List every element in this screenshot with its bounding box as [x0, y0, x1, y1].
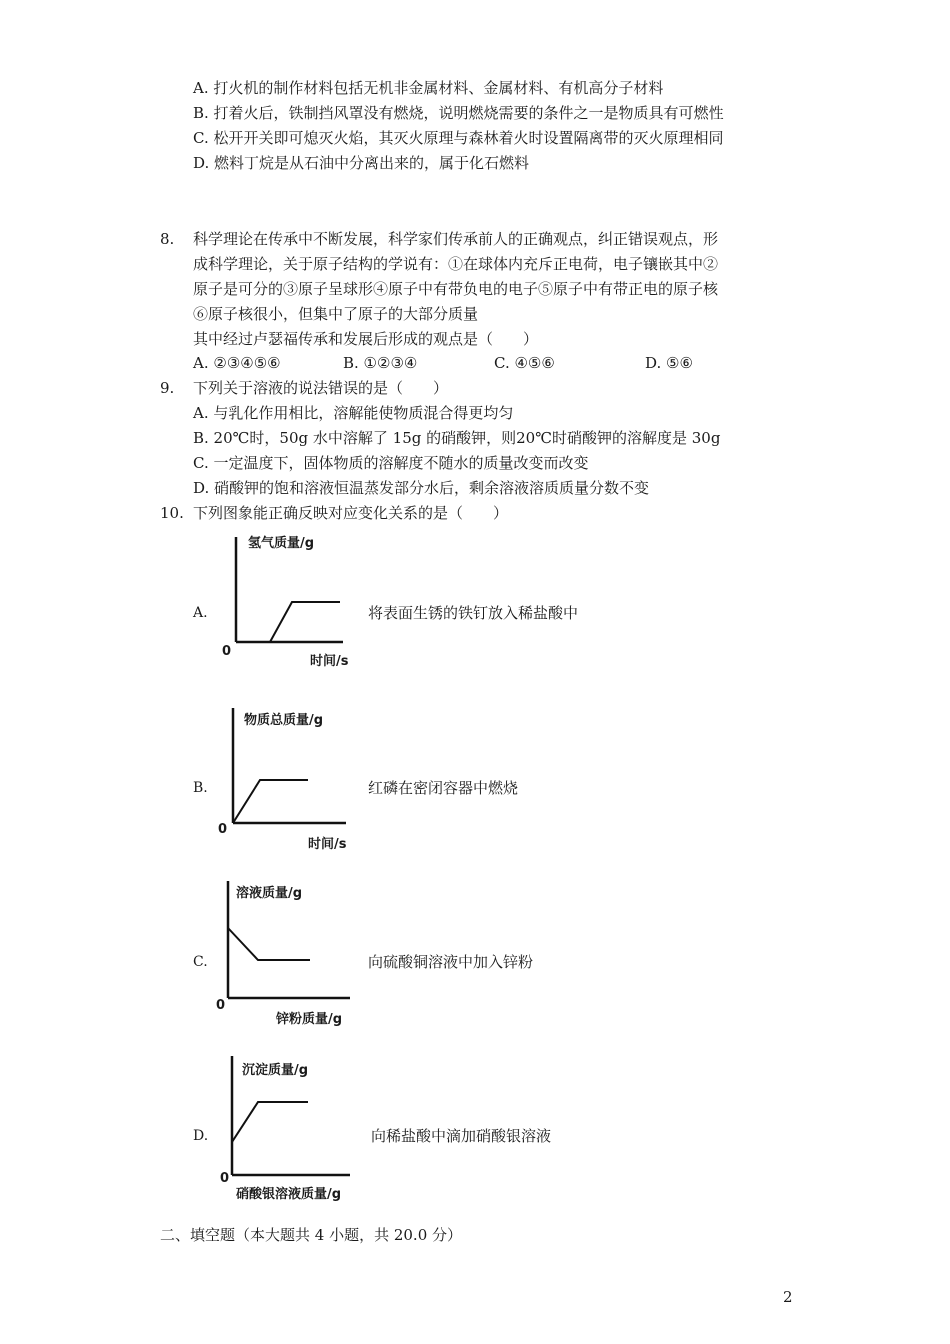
q10-graph-c	[216, 878, 362, 1027]
graph-a-origin: 0	[222, 644, 232, 659]
curve-a	[236, 602, 340, 642]
q10-option-b-desc: 红磷在密闭容器中燃烧	[368, 779, 519, 797]
curve-b	[233, 780, 308, 823]
graph-d-xlabel: 硝酸银溶液质量/g	[236, 1187, 342, 1202]
curve-c	[228, 928, 310, 960]
q10-option-c-letter: C.	[193, 954, 208, 970]
graph-b-origin: 0	[218, 822, 228, 837]
q10-option-a-letter: A.	[193, 605, 208, 621]
q10-option-b-letter: B.	[193, 780, 208, 796]
q7-option-d: D. 燃料丁烷是从石油中分离出来的，属于化石燃料	[193, 154, 530, 172]
q8-stem-line: 科学理论在传承中不断发展，科学家们传承前人的正确观点，纠正错误观点，形	[193, 230, 719, 248]
section-2-title: 二、填空题（本大题共 4 小题，共 20.0 分）	[160, 1226, 463, 1244]
q9-option-c: C. 一定温度下，固体物质的溶解度不随水的质量改变而改变	[193, 454, 589, 472]
graph-b-xlabel: 时间/s	[308, 837, 347, 852]
graph-c-xlabel: 锌粉质量/g	[276, 1012, 343, 1027]
q9-option-d: D. 硝酸钾的饱和溶液恒温蒸发部分水后，剩余溶液溶质质量分数不变	[193, 479, 650, 497]
q10-option-d-letter: D.	[193, 1128, 209, 1144]
graph-d-ylabel: 沉淀质量/g	[242, 1063, 309, 1078]
q10-option-d-desc: 向稀盐酸中滴加硝酸银溶液	[371, 1127, 552, 1145]
q10-graph-b	[218, 705, 358, 852]
graph-c-ylabel: 溶液质量/g	[236, 886, 303, 901]
q9-stem: 下列关于溶液的说法错误的是（ ）	[193, 379, 449, 397]
graph-a-ylabel: 氢气质量/g	[248, 536, 315, 551]
q10-option-a-desc: 将表面生锈的铁钉放入稀盐酸中	[368, 604, 579, 622]
graph-b-ylabel: 物质总质量/g	[244, 713, 324, 728]
q8-stem-line: 原子是可分的③原子呈球形④原子中有带负电的电子⑤原子中有带正电的原子核	[193, 280, 719, 298]
curve-d	[232, 1102, 308, 1142]
graph-c-origin: 0	[216, 998, 226, 1013]
graph-a-xlabel: 时间/s	[310, 654, 349, 669]
q8-option-b: B. ①②③④	[343, 354, 418, 372]
graph-d-origin: 0	[220, 1171, 230, 1186]
q8-stem-line: 其中经过卢瑟福传承和发展后形成的观点是（ ）	[193, 330, 539, 348]
page-number: 2	[783, 1288, 793, 1306]
q10-graph-d	[220, 1053, 371, 1202]
q9-number: 9.	[160, 379, 175, 397]
q8-option-a: A. ②③④⑤⑥	[193, 354, 281, 372]
q10-stem: 下列图象能正确反映对应变化关系的是（ ）	[193, 504, 509, 522]
q8-option-c: C. ④⑤⑥	[494, 354, 555, 372]
q7-option-c: C. 松开开关即可熄灭火焰，其灭火原理与森林着火时设置隔离带的灭火原理相同	[193, 129, 724, 147]
q10-number: 10.	[160, 504, 184, 522]
q8-option-d: D. ⑤⑥	[645, 354, 693, 372]
q10-option-c-desc: 向硫酸铜溶液中加入锌粉	[368, 953, 534, 971]
q8-number: 8.	[160, 230, 175, 248]
q9-option-b: B. 20℃时，50g 水中溶解了 15g 的硝酸钾，则20℃时硝酸钾的溶解度是 30g	[193, 429, 721, 447]
q7-option-b: B. 打着火后，铁制挡风罩没有燃烧，说明燃烧需要的条件之一是物质具有可燃性	[193, 104, 724, 122]
q8-stem-line: ⑥原子核很小，但集中了原子的大部分质量	[193, 305, 479, 323]
q7-option-a: A. 打火机的制作材料包括无机非金属材料、金属材料、有机高分子材料	[193, 79, 664, 97]
graph-a-svg	[228, 532, 358, 667]
q8-stem-line: 成科学理论，关于原子结构的学说有：①在球体内充斥正电荷，电子镶嵌其中②	[193, 255, 719, 273]
q10-graph-a	[222, 532, 358, 669]
q9-option-a: A. 与乳化作用相比，溶解能使物质混合得更均匀	[193, 404, 514, 422]
